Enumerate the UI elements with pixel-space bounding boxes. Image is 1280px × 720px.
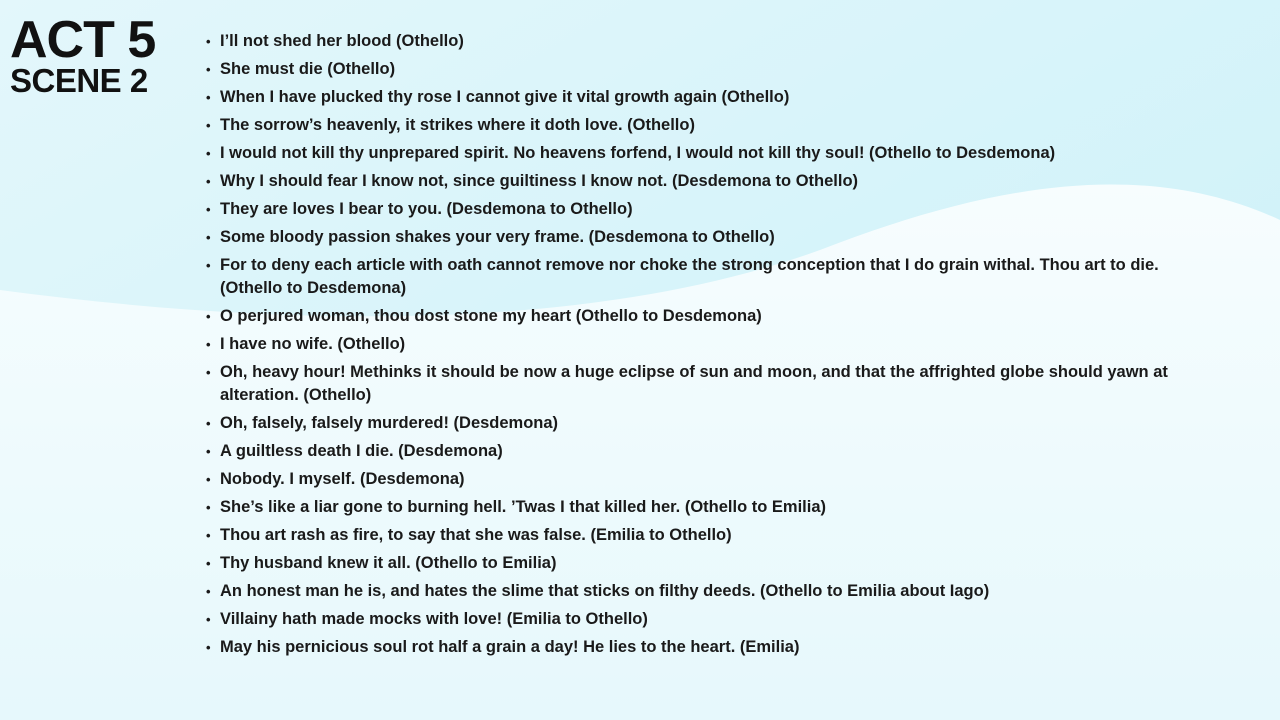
quote-item: • A guiltless death I die. (Desdemona) [206, 440, 1196, 463]
quote-item: • O perjured woman, thou dost stone my heart (Othello to Desdemona) [206, 305, 1196, 328]
quote-item: • She must die (Othello) [206, 58, 1196, 81]
quote-item: • When I have plucked thy rose I cannot give it vital growth again (Othello) [206, 86, 1196, 109]
quote-list [206, 30, 1196, 664]
quote-item: • Thy husband knew it all. (Othello to Emilia) [206, 552, 1196, 575]
quote-item: • Thou art rash as fire, to say that she was false. (Emilia to Othello) [206, 524, 1196, 547]
quote-item: • Oh, falsely, falsely murdered! (Desdemona) [206, 412, 1196, 435]
quote-item: • An honest man he is, and hates the slime that sticks on filthy deeds. (Othello to Emilia about Iago) [206, 580, 1196, 603]
quote-item: • Villainy hath made mocks with love! (Emilia to Othello) [206, 608, 1196, 631]
quote-item: • The sorrow’s heavenly, it strikes where it doth love. (Othello) [206, 114, 1196, 137]
quote-item: • Oh, heavy hour! Methinks it should be now a huge eclipse of sun and moon, and that the affrighted globe should yawn at alteration. (Othello) [206, 361, 1196, 407]
scene-subtitle: SCENE 2 [10, 62, 148, 99]
quote-item: • They are loves I bear to you. (Desdemona to Othello) [206, 198, 1196, 221]
quote-item: • For to deny each article with oath cannot remove nor choke the strong conception that I do grain withal. Thou art to die. (Othello to Desdemona) [206, 254, 1196, 300]
quote-item: • May his pernicious soul rot half a grain a day! He lies to the heart. (Emilia) [206, 636, 1196, 659]
quote-item: • I’ll not shed her blood (Othello) [206, 30, 1196, 53]
quote-item: • She’s like a liar gone to burning hell. ’Twas I that killed her. (Othello to Emilia) [206, 496, 1196, 519]
act-title: ACT 5 [10, 11, 156, 69]
quote-item: • Why I should fear I know not, since guiltiness I know not. (Desdemona to Othello) [206, 170, 1196, 193]
quote-item: • I have no wife. (Othello) [206, 333, 1196, 356]
quote-item: • I would not kill thy unprepared spirit. No heavens forfend, I would not kill thy soul! (Othello to Desdemona) [206, 142, 1196, 165]
slide-heading [10, 11, 156, 99]
quote-item: • Some bloody passion shakes your very frame. (Desdemona to Othello) [206, 226, 1196, 249]
quote-item: • Nobody. I myself. (Desdemona) [206, 468, 1196, 491]
